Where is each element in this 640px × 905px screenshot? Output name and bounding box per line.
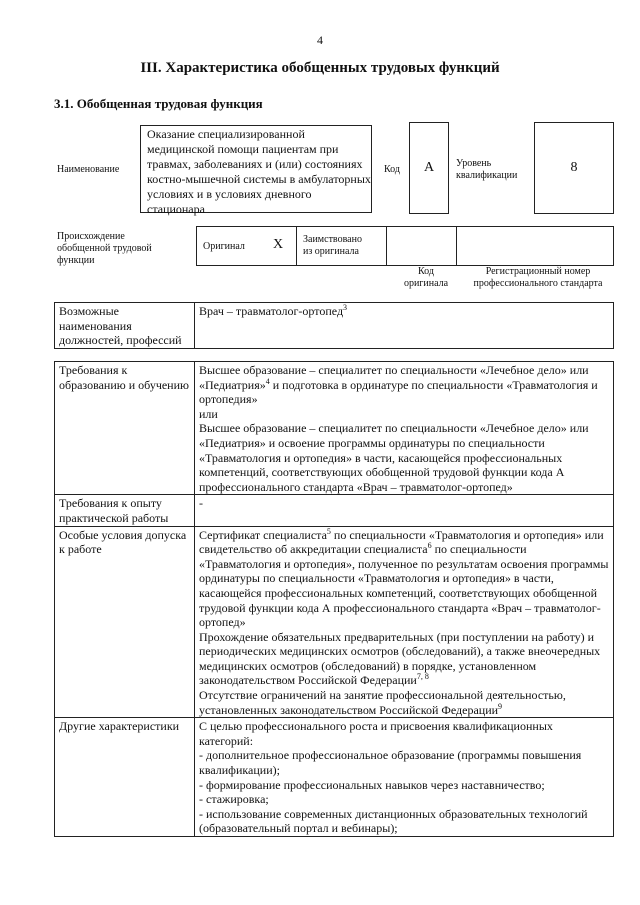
reg-number-cell	[456, 227, 457, 265]
requirement-line	[199, 807, 609, 836]
requirement-text: по специальности «Травматология и ортопедия», полученное по результатам освоения программы ординатуры по специальности «Травматология и ортопедия» в части, касающейся профессиональных компетенций, соответствующих обобщенной трудовой функции кода А профессионального стандарта «Врач – травматолог-ортопед»	[199, 542, 609, 630]
level-value-box	[534, 122, 614, 214]
requirement-label: Требования к опыту практической работы	[55, 495, 195, 526]
footnote-mark: 6	[427, 541, 432, 551]
requirement-line	[199, 421, 609, 494]
borrowed-label-2: из оригинала	[303, 246, 359, 257]
code-caption: Код оригинала	[403, 266, 449, 289]
subsection-title: 3.1. Обобщенная трудовая функция	[54, 96, 263, 111]
requirement-text: - стажировка;	[199, 792, 269, 807]
requirement-text: Прохождение обязательных предварительных (при поступлении на работу) и периодических медицинских осмотров (обследований), а также внеочередных медицинских осмотров (обследований) в порядке, установленном законодательством Российской Федерации	[199, 629, 601, 688]
positions-value: Врач – травматолог-ортопед$^3$	[195, 303, 614, 349]
code-value: A	[423, 160, 435, 175]
requirement-line	[199, 688, 609, 717]
original-label: Оригинал	[203, 241, 245, 252]
requirement-text: Высшее образование – специалитет по специальности «Лечебное дело» или «Педиатрия» и освоение программы ординатуры по специальности «Травматология и ортопедия» в части, касающейся профессиональных компетенций, соответствующих обобщенной трудовой функции кода А профессионального стандарта «Врач – травматолог-ортопед»	[199, 421, 589, 494]
positions-label: Возможные наименования должностей, профессий	[55, 303, 195, 349]
footnote-mark: 4	[265, 376, 270, 386]
level-label-1: Уровень	[456, 158, 492, 169]
requirement-value	[195, 362, 614, 495]
requirements-table	[54, 361, 614, 837]
name-label: Наименование	[57, 164, 120, 175]
code-value-box	[409, 122, 449, 214]
requirement-line	[199, 792, 609, 807]
level-label-2: квалификации	[456, 170, 518, 181]
requirement-label: Особые условия допуска к работе	[55, 526, 195, 718]
requirement-text: или	[199, 406, 218, 421]
requirement-text: Сертификат специалиста	[199, 527, 327, 542]
origin-label-2: обобщенной трудовой	[57, 243, 152, 254]
requirement-label: Требования к образованию и обучению	[55, 362, 195, 495]
page-number: 4	[317, 33, 323, 47]
requirement-value	[195, 495, 614, 526]
original-code-cell	[386, 227, 387, 265]
requirement-line	[199, 407, 609, 422]
footnote-mark: 5	[326, 526, 331, 536]
requirement-line	[199, 528, 609, 630]
requirement-line	[199, 748, 609, 777]
requirement-row	[55, 718, 614, 837]
origin-label-1: Происхождение	[57, 231, 125, 242]
footnote-mark: 3	[343, 303, 348, 312]
origin-divider	[296, 227, 297, 265]
requirement-text: Отсутствие ограничений на занятие профессиональной деятельностью, установленных законодательством Российской Федерации	[199, 688, 566, 717]
requirement-text: и подготовка в ординатуре по специальности «Травматология и ортопедия»	[199, 377, 598, 407]
requirement-text: - формирование профессиональных навыков через наставничество;	[199, 777, 545, 792]
requirement-value	[195, 718, 614, 837]
requirement-line	[199, 630, 609, 688]
requirement-text: - дополнительное профессиональное образование (программы повышения квалификации);	[199, 748, 582, 778]
requirement-text: по специальности «Травматология и ортопедия» или свидетельство об аккредитации специалиста	[199, 527, 604, 557]
requirement-text: С целью профессионального роста и присвоения квалификационных категорий:	[199, 719, 553, 748]
section-title: III. Характеристика обобщенных трудовых функций	[140, 60, 500, 76]
requirement-line	[199, 363, 609, 407]
requirement-value	[195, 526, 614, 718]
function-name-box: Оказание специализированной медицинской помощи пациентам при травмах, заболеваниях и (или) состояниях костно-мышечной системы в амбулаторных условиях и в условиях дневного стационара	[140, 125, 372, 213]
requirement-row	[55, 362, 614, 495]
code-label: Код	[384, 164, 400, 175]
requirement-text: - использование современных дистанционных образовательных технологий (образовательный портал и вебинары);	[199, 806, 588, 836]
origin-row	[196, 226, 614, 266]
requirement-text: -	[199, 496, 203, 511]
original-mark: X	[273, 237, 284, 252]
requirement-line	[199, 496, 609, 511]
requirement-line	[199, 778, 609, 793]
footnote-mark: 9	[498, 701, 503, 711]
requirement-text: Высшее образование – специалитет по специальности «Лечебное дело» или «Педиатрия»	[199, 363, 589, 392]
requirement-row	[55, 495, 614, 526]
requirement-label: Другие характеристики	[55, 718, 195, 837]
level-value: 8	[570, 160, 578, 175]
footnote-mark: 7, 8	[416, 672, 429, 682]
reg-caption: Регистрационный номер профессионального стандарта	[473, 266, 603, 289]
origin-label-3: функции	[57, 255, 95, 266]
borrowed-label-1: Заимствовано	[303, 234, 362, 245]
requirement-line	[199, 719, 609, 748]
requirement-row	[55, 526, 614, 718]
positions-table	[54, 302, 614, 349]
